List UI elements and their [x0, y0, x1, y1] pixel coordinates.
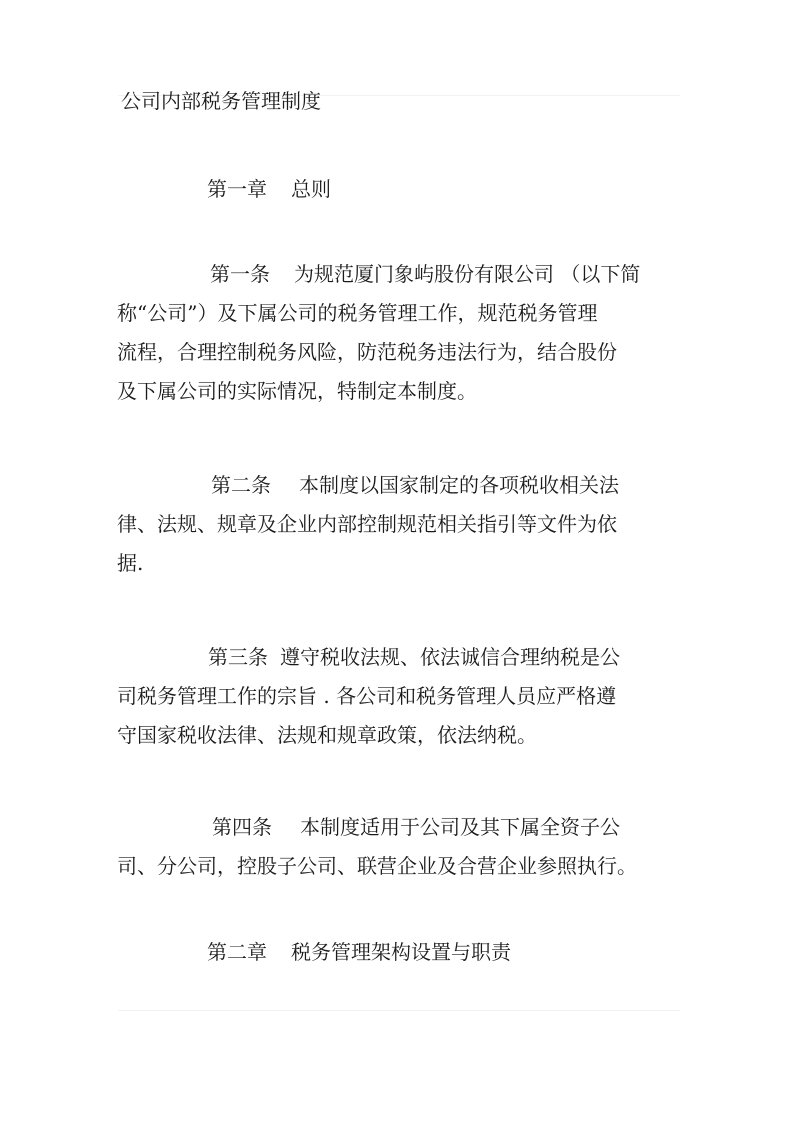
- chapter-1-heading: [207, 174, 331, 204]
- article-2-line-3: 据.: [117, 551, 144, 575]
- article-3-number: 第三条: [208, 645, 268, 669]
- article-3-line-2: 司税务管理工作的宗旨 . 各公司和税务管理人员应严格遵: [117, 684, 617, 708]
- article-2-line-1: 本制度以国家制定的各项税收相关法: [299, 473, 619, 497]
- article-2: [117, 466, 619, 583]
- chapter-1-number: 第一章: [207, 177, 267, 201]
- article-3-line-3: 守国家税收法律、法规和规章政策，依法纳税。: [117, 723, 537, 747]
- article-4-line-1: 本制度适用于公司及其下属全资子公: [300, 815, 620, 839]
- article-1: [117, 255, 640, 411]
- chapter-2-number: 第二章: [207, 940, 267, 964]
- chapter-2-name: 税务管理架构设置与职责: [291, 940, 511, 964]
- chapter-2-heading: [207, 937, 511, 967]
- article-1-number: 第一条: [210, 262, 270, 286]
- document-title: 公司内部税务管理制度: [121, 89, 321, 113]
- article-2-number: 第二条: [211, 473, 271, 497]
- article-1-line-1: 为规范厦门象屿股份有限公司 （以下简: [294, 262, 641, 286]
- article-4: [117, 808, 637, 886]
- article-2-line-2: 律、法规、规章及企业内部控制规范相关指引等文件为依: [117, 512, 617, 536]
- chapter-1-name: 总则: [291, 177, 331, 201]
- footer-divider: [118, 1010, 680, 1011]
- article-4-line-2: 司、分公司，控股子公司、联营企业及合营企业参照执行。: [117, 854, 637, 878]
- article-1-line-4: 及下属公司的实际情况，特制定本制度。: [117, 379, 477, 403]
- article-3: [117, 638, 620, 755]
- article-3-line-1: 遵守税收法规、依法诚信合理纳税是公: [280, 645, 620, 669]
- article-1-line-3: 流程，合理控制税务风险，防范税务违法行为，结合股份: [117, 340, 617, 364]
- article-1-line-2: 称“公司”）及下属公司的税务管理工作，规范税务管理: [117, 301, 598, 325]
- article-4-number: 第四条: [212, 815, 272, 839]
